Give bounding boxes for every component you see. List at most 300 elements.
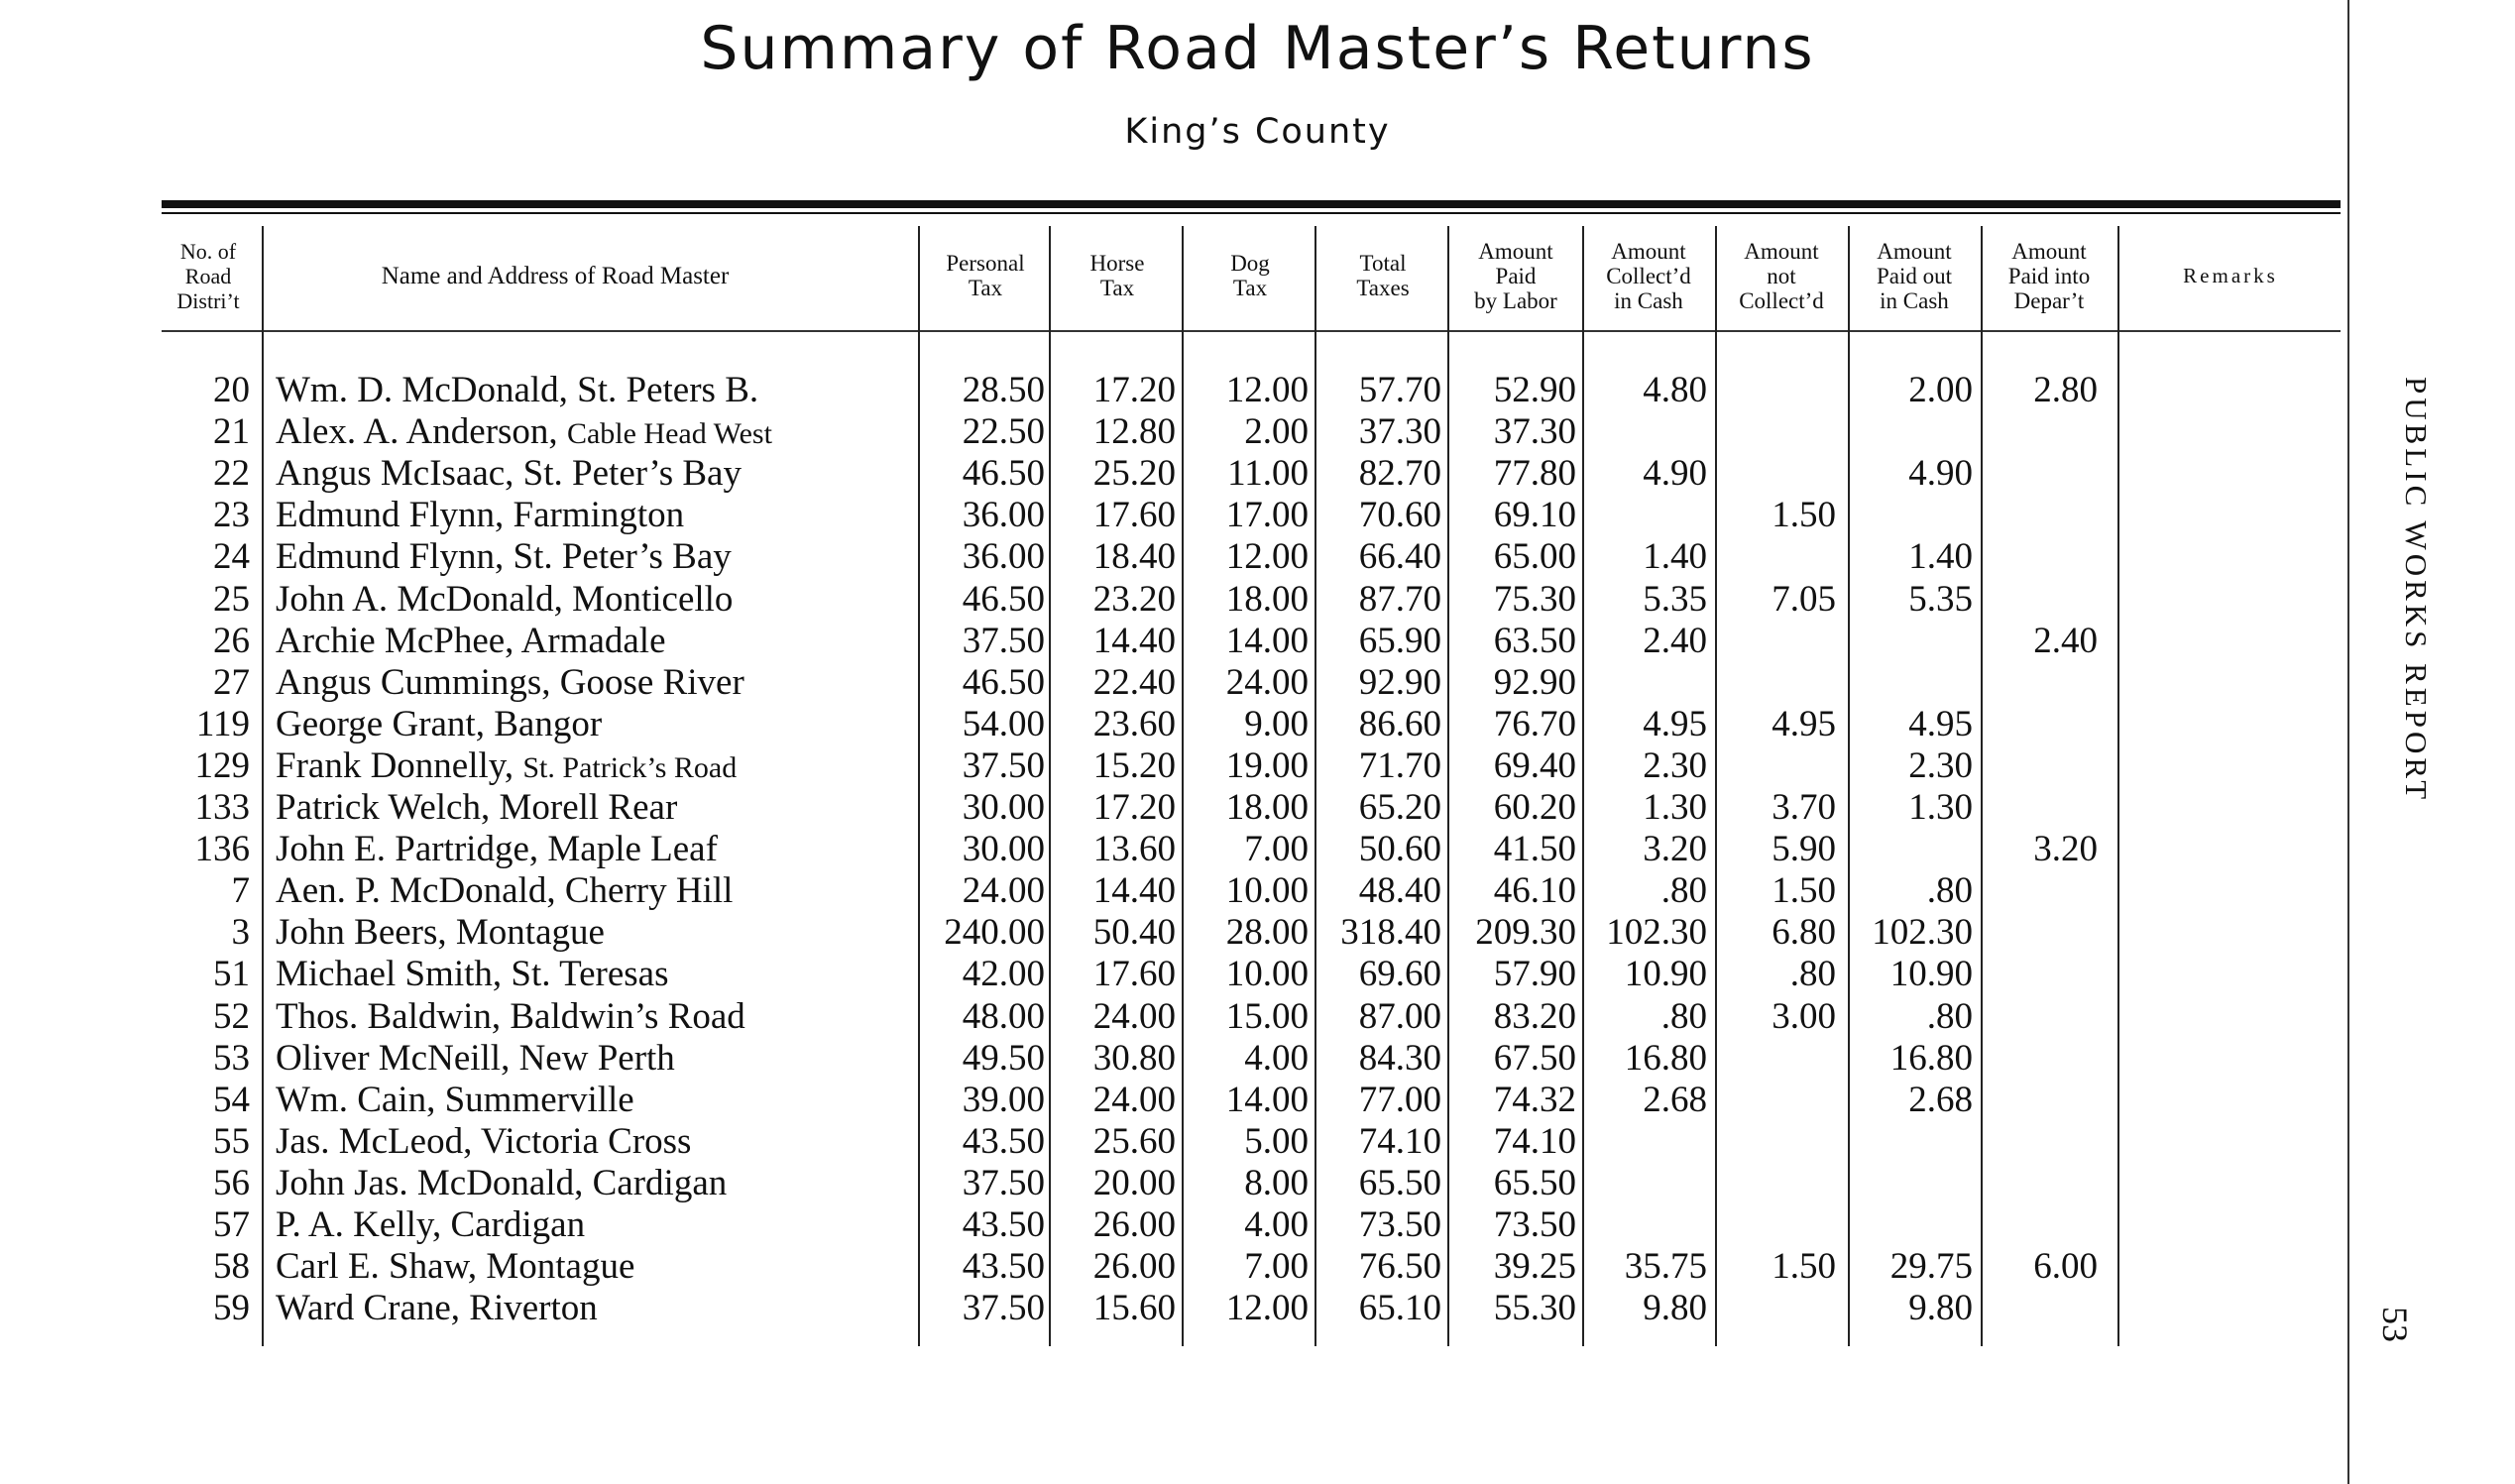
cell-paid-out: 1.30 (1908, 787, 1973, 828)
road-master-address-small: St. Patrick’s Road (522, 750, 738, 784)
cell-personal: 46.50 (962, 578, 1045, 620)
district-number: 133 (194, 787, 250, 828)
district-number: 7 (231, 870, 250, 912)
district-number: 25 (213, 578, 250, 620)
cell-total: 48.40 (1358, 870, 1441, 912)
cell-labor: 65.50 (1493, 1162, 1576, 1203)
cell-paid-into (1983, 495, 2098, 536)
cell-collected: .80 (1660, 995, 1707, 1037)
road-master-name (276, 453, 930, 495)
running-head: PUBLIC WORKS REPORT (2399, 377, 2434, 804)
cell-total: 71.70 (1358, 744, 1441, 786)
cell-collected: 1.40 (1643, 536, 1707, 578)
cell-total: 87.00 (1358, 995, 1441, 1037)
cell-not-collected: 1.50 (1772, 1246, 1836, 1288)
table-row (0, 704, 2515, 745)
header-rule-thick (162, 200, 2341, 208)
road-master-name (276, 1121, 930, 1163)
cell-dog: 8.00 (1244, 1162, 1309, 1203)
road-master-name-text: Angus McIsaac, St. Peter’s Bay (276, 453, 742, 495)
cell-personal: 30.00 (962, 829, 1045, 870)
road-master-name-text: Oliver McNeill, New Perth (276, 1037, 675, 1079)
cell-collected: 2.68 (1643, 1079, 1707, 1120)
cell-paid-into (1983, 1121, 2098, 1163)
cell-not-collected (1717, 745, 1836, 787)
cell-personal: 37.50 (962, 620, 1045, 661)
column-header-rule (162, 330, 2341, 332)
cell-paid-out: 5.35 (1908, 578, 1973, 620)
cell-total: 84.30 (1358, 1037, 1441, 1079)
cell-horse: 14.40 (1092, 870, 1176, 912)
cell-not-collected: 3.70 (1772, 787, 1836, 828)
road-master-name-text: Michael Smith, St. Teresas (276, 954, 669, 995)
header-remarks: Remarks (2183, 263, 2278, 287)
cell-paid-into (1983, 996, 2098, 1038)
cell-personal: 28.50 (962, 370, 1045, 410)
cell-paid-into: 2.40 (2033, 620, 2098, 661)
cell-labor: 39.25 (1493, 1246, 1576, 1288)
cell-personal: 39.00 (962, 1079, 1045, 1120)
cell-collected: .80 (1660, 870, 1707, 912)
header-name: Name and Address of Road Master (381, 262, 730, 289)
cell-collected: 35.75 (1624, 1246, 1707, 1288)
road-master-name-text: Frank Donnelly, (276, 744, 514, 786)
cell-not-collected: 3.00 (1772, 995, 1836, 1037)
cell-personal: 37.50 (962, 744, 1045, 786)
road-master-name-text: P. A. Kelly, Cardigan (276, 1204, 586, 1245)
cell-total: 82.70 (1358, 453, 1441, 495)
cell-total: 66.40 (1358, 536, 1441, 578)
district-number: 55 (213, 1120, 250, 1162)
cell-labor: 77.80 (1493, 453, 1576, 495)
cell-total: 37.30 (1358, 411, 1441, 453)
cell-paid-out: 16.80 (1889, 1037, 1973, 1079)
cell-not-collected (1717, 621, 1836, 662)
cell-paid-into: 3.20 (2033, 829, 2098, 870)
cell-personal: 42.00 (962, 954, 1045, 995)
cell-horse: 25.60 (1092, 1120, 1176, 1162)
table-row (0, 1163, 2515, 1204)
cell-collected: 10.90 (1624, 954, 1707, 995)
cell-paid-out (1850, 1121, 1973, 1163)
district-number: 56 (213, 1162, 250, 1203)
cell-horse: 13.60 (1092, 829, 1176, 870)
header-paid-out-cash: Amount Paid out in Cash (1876, 238, 1953, 313)
cell-horse: 22.40 (1092, 661, 1176, 703)
road-master-name (276, 621, 930, 662)
cell-dog: 9.00 (1244, 703, 1309, 744)
cell-paid-into (1983, 1288, 2098, 1329)
cell-total: 70.60 (1358, 495, 1441, 536)
cell-horse: 23.20 (1092, 578, 1176, 620)
cell-horse: 17.60 (1092, 495, 1176, 536)
road-master-name (276, 579, 930, 621)
district-number: 21 (213, 411, 250, 453)
cell-paid-out: 2.30 (1908, 744, 1973, 786)
cell-labor: 74.10 (1493, 1120, 1576, 1162)
road-master-name (276, 954, 930, 995)
cell-not-collected (1717, 411, 1836, 453)
road-master-name-text: Carl E. Shaw, Montague (276, 1246, 635, 1288)
cell-labor: 76.70 (1493, 703, 1576, 744)
road-master-name (276, 1288, 930, 1329)
cell-paid-into: 6.00 (2033, 1246, 2098, 1288)
cell-dog: 12.00 (1225, 1288, 1309, 1329)
cell-collected (1584, 1121, 1707, 1163)
table-row (0, 829, 2515, 870)
cell-dog: 2.00 (1244, 411, 1309, 453)
table-row (0, 453, 2515, 495)
road-master-name (276, 1080, 930, 1121)
cell-collected: 4.90 (1643, 453, 1707, 495)
table-row (0, 912, 2515, 954)
road-master-name (276, 912, 930, 954)
cell-not-collected (1717, 1204, 1836, 1246)
cell-dog: 12.00 (1225, 536, 1309, 578)
table-row (0, 1204, 2515, 1246)
cell-horse: 50.40 (1092, 912, 1176, 954)
header-paid-into-department: Amount Paid into Depar’t (2007, 238, 2091, 313)
cell-dog: 5.00 (1244, 1120, 1309, 1162)
cell-paid-out (1850, 1163, 1973, 1204)
road-master-name (276, 1246, 930, 1288)
road-master-name (276, 411, 930, 453)
table-row (0, 954, 2515, 995)
cell-not-collected (1717, 1163, 1836, 1204)
cell-paid-out: 2.68 (1908, 1079, 1973, 1120)
cell-dog: 14.00 (1225, 620, 1309, 661)
cell-horse: 12.80 (1092, 411, 1176, 453)
cell-paid-into (1983, 787, 2098, 829)
cell-not-collected: 4.95 (1772, 703, 1836, 744)
header-rule-thin (162, 212, 2341, 214)
cell-paid-out: 1.40 (1908, 536, 1973, 578)
table-row (0, 1288, 2515, 1329)
cell-paid-out: .80 (1926, 870, 1973, 912)
cell-paid-into (1983, 662, 2098, 704)
road-master-name-text: Archie McPhee, Armadale (276, 620, 666, 661)
district-number: 51 (213, 954, 250, 995)
cell-labor: 37.30 (1493, 411, 1576, 453)
cell-labor: 69.40 (1493, 744, 1576, 786)
cell-horse: 18.40 (1092, 536, 1176, 578)
cell-total: 69.60 (1358, 954, 1441, 995)
cell-labor: 209.30 (1475, 912, 1576, 954)
cell-horse: 24.00 (1092, 1079, 1176, 1120)
cell-total: 92.90 (1358, 661, 1441, 703)
cell-collected: 4.80 (1643, 370, 1707, 410)
road-master-name-text: John Beers, Montague (276, 912, 605, 954)
road-master-name-text: John A. McDonald, Monticello (276, 578, 734, 620)
district-number: 59 (213, 1288, 250, 1329)
cell-paid-into (1983, 745, 2098, 787)
cell-collected (1584, 495, 1707, 536)
road-master-name-text: Aen. P. McDonald, Cherry Hill (276, 870, 734, 912)
cell-horse: 26.00 (1092, 1246, 1176, 1288)
road-master-name (276, 745, 930, 787)
table-row (0, 370, 2515, 411)
cell-horse: 23.60 (1092, 703, 1176, 744)
cell-total: 50.60 (1358, 829, 1441, 870)
cell-personal: 46.50 (962, 453, 1045, 495)
cell-paid-out: 29.75 (1889, 1246, 1973, 1288)
cell-paid-into: 2.80 (2033, 370, 2098, 410)
road-master-name (276, 1163, 930, 1204)
road-master-name-text: Wm. Cain, Summerville (276, 1079, 634, 1120)
road-master-name-text: Edmund Flynn, St. Peter’s Bay (276, 536, 732, 578)
cell-collected: 4.95 (1643, 703, 1707, 744)
cell-paid-into (1983, 579, 2098, 621)
cell-horse: 30.80 (1092, 1037, 1176, 1079)
cell-dog: 4.00 (1244, 1037, 1309, 1079)
cell-not-collected (1717, 370, 1836, 411)
cell-personal: 43.50 (962, 1120, 1045, 1162)
cell-personal: 43.50 (962, 1246, 1045, 1288)
cell-paid-into (1983, 1204, 2098, 1246)
header-dog-tax: Dog Tax (1230, 251, 1270, 300)
cell-dog: 15.00 (1225, 995, 1309, 1037)
cell-labor: 92.90 (1493, 661, 1576, 703)
road-master-name (276, 370, 930, 411)
cell-paid-out: 2.00 (1908, 370, 1973, 410)
cell-paid-into (1983, 411, 2098, 453)
cell-total: 65.20 (1358, 787, 1441, 828)
cell-total: 74.10 (1358, 1120, 1441, 1162)
cell-collected (1584, 662, 1707, 704)
cell-dog: 10.00 (1225, 870, 1309, 912)
cell-labor: 67.50 (1493, 1037, 1576, 1079)
cell-horse: 25.20 (1092, 453, 1176, 495)
district-number: 57 (213, 1204, 250, 1245)
cell-not-collected (1717, 1121, 1836, 1163)
road-master-name-text: Thos. Baldwin, Baldwin’s Road (276, 995, 745, 1037)
cell-not-collected: 6.80 (1772, 912, 1836, 954)
road-master-name (276, 1204, 930, 1246)
road-master-address-small: Cable Head West (566, 417, 772, 451)
cell-personal: 54.00 (962, 703, 1045, 744)
header-personal-tax: Personal Tax (946, 251, 1025, 300)
page-subtitle: King’s County (1124, 112, 1391, 152)
cell-paid-into (1983, 453, 2098, 495)
road-master-name-text: Patrick Welch, Morell Rear (276, 787, 678, 828)
page-title: Summary of Road Master’s Returns (700, 14, 1815, 83)
cell-collected: 102.30 (1606, 912, 1707, 954)
cell-personal: 46.50 (962, 661, 1045, 703)
header-horse-tax: Horse Tax (1089, 251, 1145, 300)
cell-dog: 18.00 (1225, 578, 1309, 620)
cell-labor: 41.50 (1493, 829, 1576, 870)
cell-paid-into (1983, 536, 2098, 578)
cell-total: 65.10 (1358, 1288, 1441, 1329)
header-collected-cash: Amount Collect’d in Cash (1606, 238, 1691, 313)
cell-horse: 20.00 (1092, 1162, 1176, 1203)
district-number: 23 (213, 495, 250, 536)
cell-personal: 240.00 (944, 912, 1045, 954)
cell-dog: 10.00 (1225, 954, 1309, 995)
cell-collected: 9.80 (1643, 1288, 1707, 1329)
cell-personal: 24.00 (962, 870, 1045, 912)
cell-labor: 63.50 (1493, 620, 1576, 661)
cell-personal: 37.50 (962, 1288, 1045, 1329)
road-master-name (276, 1038, 930, 1080)
table-row (0, 662, 2515, 704)
cell-paid-out (1850, 411, 1973, 453)
cell-labor: 73.50 (1493, 1204, 1576, 1245)
table-row (0, 411, 2515, 453)
cell-not-collected (1717, 662, 1836, 704)
cell-horse: 26.00 (1092, 1204, 1176, 1245)
table-row (0, 1246, 2515, 1288)
cell-dog: 12.00 (1225, 370, 1309, 410)
road-master-name-text: Wm. D. McDonald, St. Peters B. (276, 370, 759, 410)
cell-dog: 19.00 (1225, 744, 1309, 786)
cell-labor: 60.20 (1493, 787, 1576, 828)
cell-labor: 74.32 (1493, 1079, 1576, 1120)
road-master-name (276, 996, 930, 1038)
district-number: 136 (194, 829, 250, 870)
road-master-name-text: George Grant, Bangor (276, 703, 603, 744)
cell-paid-out: 4.95 (1908, 703, 1973, 744)
cell-dog: 7.00 (1244, 1246, 1309, 1288)
cell-collected (1584, 1204, 1707, 1246)
road-master-name (276, 662, 930, 704)
cell-paid-out (1850, 495, 1973, 536)
cell-labor: 55.30 (1493, 1288, 1576, 1329)
header-district: No. of Road Distri’t (176, 238, 240, 313)
cell-total: 76.50 (1358, 1246, 1441, 1288)
cell-collected (1584, 1163, 1707, 1204)
cell-total: 318.40 (1340, 912, 1441, 954)
cell-paid-out: 9.80 (1908, 1288, 1973, 1329)
page-edge-line (2347, 0, 2349, 1484)
cell-labor: 69.10 (1493, 495, 1576, 536)
district-number: 22 (213, 453, 250, 495)
road-master-name (276, 787, 930, 829)
cell-total: 73.50 (1358, 1204, 1441, 1245)
table-row (0, 536, 2515, 578)
cell-not-collected: 7.05 (1772, 578, 1836, 620)
cell-horse: 24.00 (1092, 995, 1176, 1037)
table-row (0, 996, 2515, 1038)
road-master-name (276, 870, 930, 912)
cell-paid-out: 10.90 (1889, 954, 1973, 995)
cell-paid-into (1983, 954, 2098, 995)
cell-paid-into (1983, 912, 2098, 954)
cell-collected: 3.20 (1643, 829, 1707, 870)
cell-paid-into (1983, 1038, 2098, 1080)
table-row (0, 1121, 2515, 1163)
cell-not-collected (1717, 1038, 1836, 1080)
district-number: 24 (213, 536, 250, 578)
cell-total: 65.50 (1358, 1162, 1441, 1203)
road-master-name-text: Alex. A. Anderson, (276, 411, 558, 453)
table-row (0, 621, 2515, 662)
table-row (0, 787, 2515, 829)
table-row (0, 495, 2515, 536)
cell-labor: 57.90 (1493, 954, 1576, 995)
cell-personal: 36.00 (962, 495, 1045, 536)
cell-paid-into (1983, 870, 2098, 912)
district-number: 26 (213, 620, 250, 661)
page-number: 53 (2375, 1307, 2415, 1342)
cell-not-collected: 1.50 (1772, 495, 1836, 536)
cell-personal: 36.00 (962, 536, 1045, 578)
district-number: 52 (213, 995, 250, 1037)
road-master-name (276, 704, 930, 745)
cell-not-collected (1717, 536, 1836, 578)
cell-paid-out (1850, 662, 1973, 704)
cell-personal: 22.50 (962, 411, 1045, 453)
road-master-name (276, 829, 930, 870)
header-total-taxes: Total Taxes (1356, 251, 1410, 300)
cell-paid-out: 4.90 (1908, 453, 1973, 495)
cell-horse: 15.60 (1092, 1288, 1176, 1329)
cell-not-collected: 1.50 (1772, 870, 1836, 912)
road-master-name (276, 536, 930, 578)
cell-paid-into (1983, 704, 2098, 745)
table-row (0, 745, 2515, 787)
district-number: 20 (213, 370, 250, 410)
table-row (0, 579, 2515, 621)
cell-labor: 52.90 (1493, 370, 1576, 410)
cell-dog: 18.00 (1225, 787, 1309, 828)
district-number: 58 (213, 1246, 250, 1288)
cell-horse: 17.20 (1092, 370, 1176, 410)
road-master-name-text: Edmund Flynn, Farmington (276, 495, 685, 536)
cell-not-collected (1717, 1288, 1836, 1329)
cell-horse: 17.20 (1092, 787, 1176, 828)
cell-total: 86.60 (1358, 703, 1441, 744)
cell-not-collected (1717, 453, 1836, 495)
cell-personal: 30.00 (962, 787, 1045, 828)
district-number: 54 (213, 1079, 250, 1120)
road-master-name (276, 495, 930, 536)
road-master-name-text: John E. Partridge, Maple Leaf (276, 829, 718, 870)
cell-paid-out (1850, 621, 1973, 662)
district-number: 3 (231, 912, 250, 954)
cell-personal: 37.50 (962, 1162, 1045, 1203)
header-paid-by-labor: Amount Paid by Labor (1474, 238, 1557, 313)
district-number: 27 (213, 661, 250, 703)
cell-labor: 75.30 (1493, 578, 1576, 620)
cell-labor: 65.00 (1493, 536, 1576, 578)
cell-dog: 24.00 (1225, 661, 1309, 703)
cell-total: 77.00 (1358, 1079, 1441, 1120)
cell-horse: 17.60 (1092, 954, 1176, 995)
cell-horse: 15.20 (1092, 744, 1176, 786)
cell-collected: 2.40 (1643, 620, 1707, 661)
cell-not-collected: .80 (1789, 954, 1836, 995)
cell-horse: 14.40 (1092, 620, 1176, 661)
cell-total: 57.70 (1358, 370, 1441, 410)
road-master-name-text: Jas. McLeod, Victoria Cross (276, 1120, 692, 1162)
cell-paid-out: .80 (1926, 995, 1973, 1037)
cell-labor: 46.10 (1493, 870, 1576, 912)
cell-not-collected (1717, 1080, 1836, 1121)
cell-collected: 1.30 (1643, 787, 1707, 828)
cell-total: 65.90 (1358, 620, 1441, 661)
cell-paid-out: 102.30 (1872, 912, 1973, 954)
cell-personal: 43.50 (962, 1204, 1045, 1245)
cell-personal: 48.00 (962, 995, 1045, 1037)
cell-collected: 2.30 (1643, 744, 1707, 786)
cell-labor: 83.20 (1493, 995, 1576, 1037)
cell-collected (1584, 411, 1707, 453)
cell-dog: 28.00 (1225, 912, 1309, 954)
cell-dog: 11.00 (1227, 453, 1309, 495)
table-row (0, 1080, 2515, 1121)
road-master-name-text: Ward Crane, Riverton (276, 1288, 598, 1329)
